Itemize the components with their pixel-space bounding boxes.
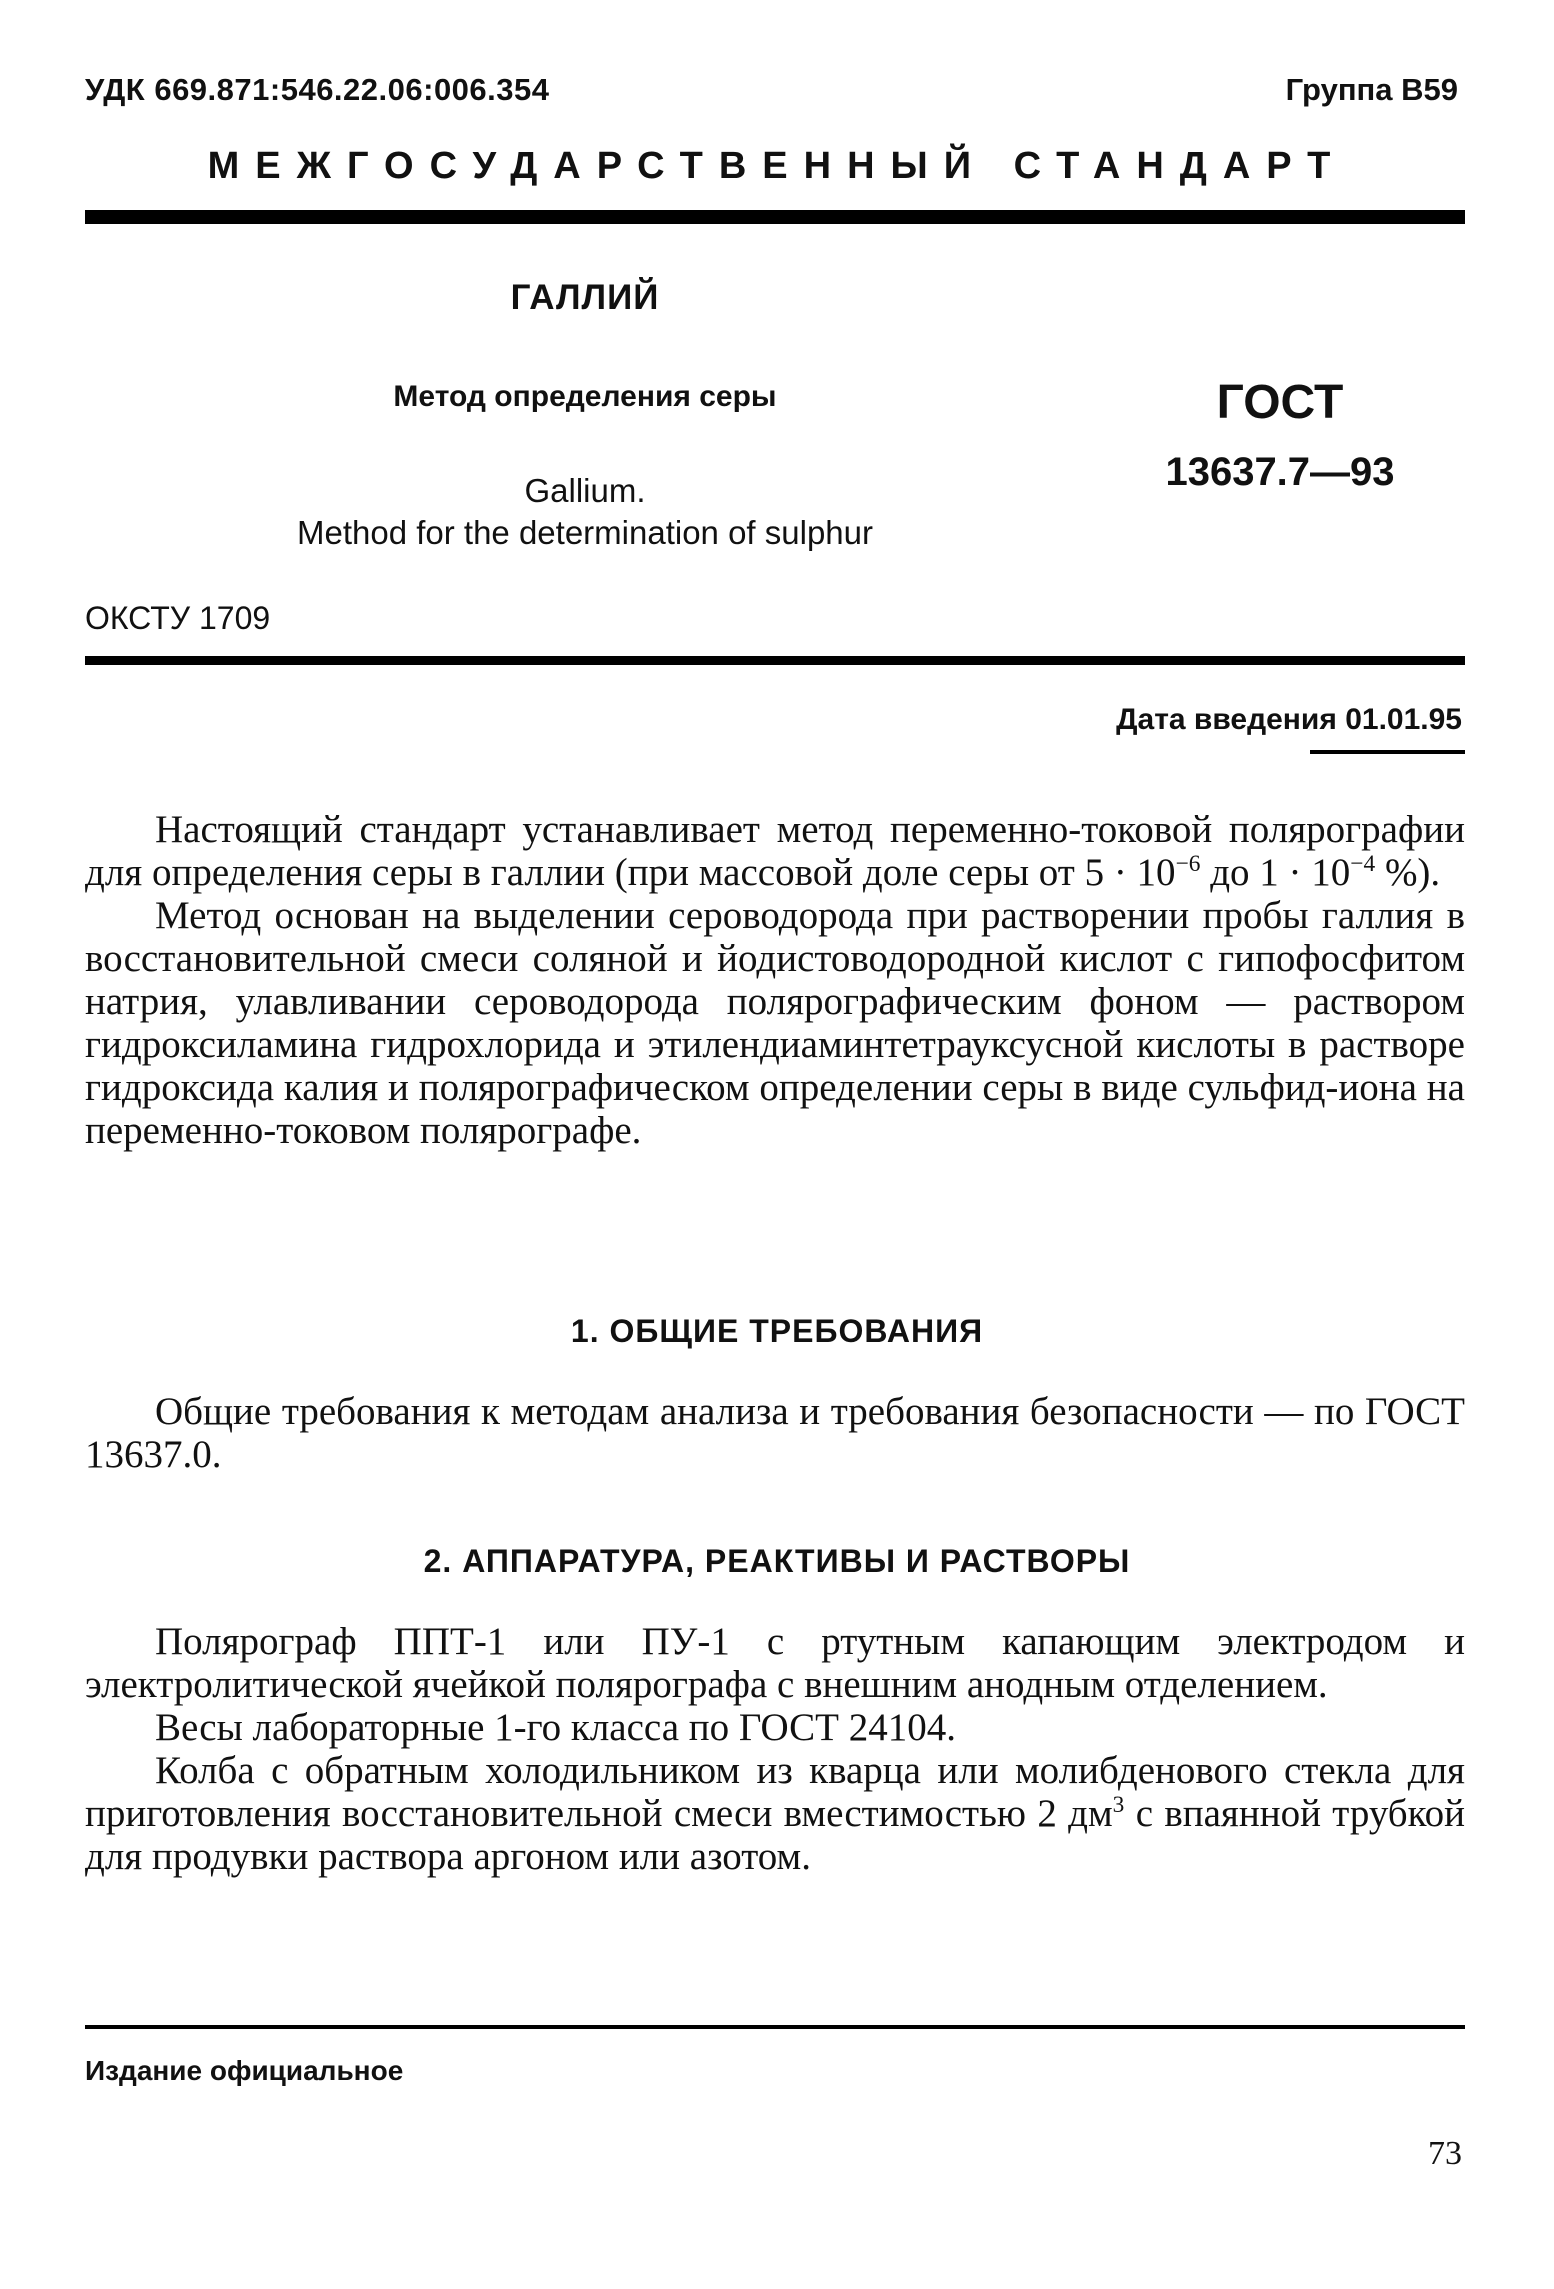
group-code: Группа В59	[1285, 72, 1458, 107]
gost-number: 13637.7—93	[1165, 450, 1395, 494]
date-underline	[1310, 750, 1465, 754]
document-subtitle: Метод определения серы	[393, 380, 777, 413]
intro-text	[85, 808, 1465, 1152]
intro-paragraph-2: Метод основан на выделении сероводорода при растворении пробы галлия в восстановительной смеси соляной и йодистоводородной кислот с гипофосфитом натрия, улавливании сероводорода полярографическим фоном — раствором гидроксиламина гидрохлорида и этилендиаминтетрауксусной кислоты в растворе гидроксида калия и полярографическом определении серы в виде сульфид-иона на переменно-токовом полярографе.	[85, 894, 1465, 1152]
header-rule	[85, 210, 1465, 224]
english-title-line1: Gallium.	[524, 472, 646, 509]
footer-rule	[85, 2025, 1465, 2029]
oksu-code: ОКСТУ 1709	[85, 600, 271, 636]
section-2-paragraph-1: Полярограф ППТ-1 или ПУ-1 с ртутным капающим электродом и электролитической ячейкой полярографа с внешним анодным отделением.	[85, 1620, 1465, 1706]
title-block-rule	[85, 656, 1465, 665]
section-2-heading: 2. АППАРАТУРА, РЕАКТИВЫ И РАСТВОРЫ	[423, 1543, 1131, 1579]
udk-code: УДК 669.871:546.22.06:006.354	[85, 72, 550, 107]
interstate-standard-heading: МЕЖГОСУДАРСТВЕННЫЙ СТАНДАРТ	[207, 145, 1347, 187]
gost-label: ГОСТ	[1216, 376, 1344, 429]
section-2-paragraph-2: Весы лабораторные 1-го класса по ГОСТ 24104.	[155, 1706, 956, 1749]
introduction-date: Дата введения 01.01.95	[1116, 703, 1462, 736]
section-2-text	[85, 1620, 1465, 1878]
section-2-paragraph-3: Колба с обратным холодильником из кварца или молибденового стекла для приготовления восстановительной смеси вместимостью 2 $дм^3$ с впаянной трубкой для продувки раствора аргоном или азотом.	[85, 1749, 1465, 1878]
section-1-heading: 1. ОБЩИЕ ТРЕБОВАНИЯ	[570, 1313, 984, 1349]
section-1-text	[85, 1390, 1465, 1476]
document-title: ГАЛЛИЙ	[510, 278, 660, 317]
official-edition-label: Издание официальное	[85, 2055, 404, 2086]
english-title-line2: Method for the determination of sulphur	[296, 514, 873, 551]
page-number: 73	[1428, 2135, 1462, 2172]
section-1-paragraph: Общие требования к методам анализа и требования безопасности — по ГОСТ 13637.0.	[85, 1390, 1465, 1476]
intro-paragraph-1: Настоящий стандарт устанавливает метод переменно-токовой полярографии для определения серы в галлии (при массовой доле серы от $5 \cdot 10^{-6}$ до $1 \cdot 10^{-4}$ %).	[85, 808, 1465, 894]
english-title	[0, 470, 1170, 554]
